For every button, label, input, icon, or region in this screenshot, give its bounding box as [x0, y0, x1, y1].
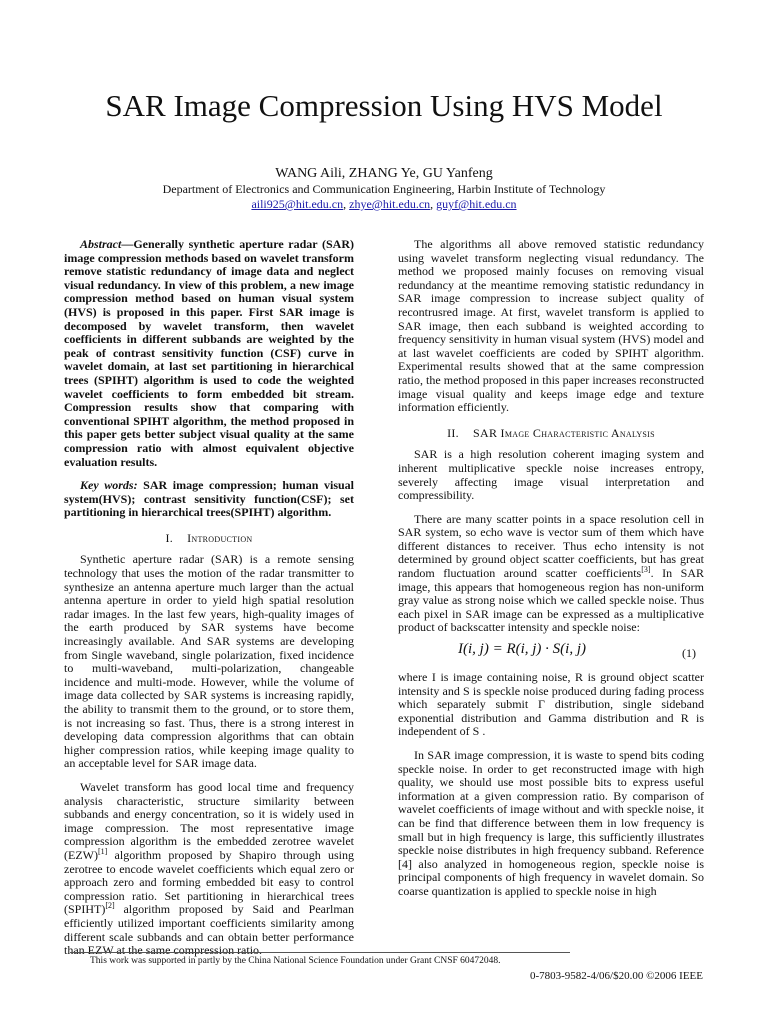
body-paragraph-1: The algorithms all above removed statistic redundancy using wavelet transform neglecting visual redundancy. The method we proposed mainly focuses on removing visual redundancy at the meantime removing statistic redundancy in SAR image compression to increase subject quality of recontrusred image. At first, wavelet transform is applied to SAR image, then each subband is weighted according to frequency sensitivity in human visual system (HVS) model and at last wavelet coefficients are coded by SPIHT algorithm. Experimental results showed that at the same compression ratio, the method proposed in this paper increases reconstructed image visual quality and keeps image edge and texture information efficiently. [398, 237, 704, 415]
citation-ref: [3] [641, 565, 651, 575]
sar-paragraph-2: There are many scatter points in a space resolution cell in SAR system, so echo wave is vector sum of them which have different distances to receiver. Thus echo intensity is not determined by ground object scatter coefficients, but has great random fluctuation around scatter coefficients[3]. In SAR image, this appears that homogeneous region has non-uniform gray value as strong noise which we called speckle noise. Thus each pixel in SAR image can be expressed as a multiplicative product of backscatter intensity and speckle noise: [398, 511, 705, 635]
intro-paragraph-1: Synthetic aperture radar (SAR) is a remote sensing technology that uses the motion of the radar transmitter to synthesize an antenna aperture much larger than the actual antenna aperture in order to yield high spatial resolution radar images. In the last few years, high-quality images of the earth produced by SAR systems have become increasingly available. And SAR systems are developing from Single waveband, single polarization, fixed incidence to multi-waveband, multi-polarization, changeable incidence and multi-mode. However, while the volume of image data collected by SAR systems is increasing rapidly, the ability to transmit them to the ground, or to store them, is not increasing so fast. Thus, there is a strong interest in developing data compression algorithms that can obtain higher compression ratios, while keeping image quality to an acceptable level for SAR image data. [64, 552, 354, 771]
abstract-label: Abstract [80, 237, 122, 251]
citation-ref: [1] [97, 846, 108, 856]
keywords-label: Key words: [80, 478, 138, 493]
email-link-gu[interactable]: guyf@hit.edu.cn [436, 197, 517, 211]
section-heading-sar-analysis [398, 427, 704, 441]
email-list [0, 197, 768, 212]
section-number: I. [165, 530, 174, 545]
section-number: II. [447, 425, 459, 440]
citation-ref: [2] [105, 901, 115, 911]
section-heading-introduction [64, 532, 354, 546]
email-separator: , [430, 197, 437, 211]
abstract-text: —Generally synthetic aperture radar (SAR) image compression methods based on wavelet transform remove statistic redundancy of image data and neglect visual redundancy. In view of this problem, a new image compression method based on human visual system (HVS) is proposed in this paper. First SAR image is decomposed by wavelet transform, then wavelet coefficients in different subbands are weighted by the peak of contrast sensitivity function (CSF) curve in wavelet domain, at last set partitioning in hierarchical trees (SPIHT) algorithm is used to code the weighted wavelet coefficients to form embedded bit stream. Compression results show that comparing with conventional SPIHT algorithm, the method proposed in this paper gets better subject visual quality at the same compression ratio with almost equivalent objective evaluation results. [64, 237, 354, 469]
equation: I(i, j) = R(i, j) · S(i, j) [458, 641, 587, 658]
equation-number: (1) [682, 646, 696, 661]
email-link-wang[interactable]: aili925@hit.edu.cn [251, 197, 344, 211]
paper-title: SAR Image Compression Using HVS Model [105, 88, 663, 123]
email-link-zhang[interactable]: zhye@hit.edu.cn [349, 197, 431, 211]
section-title: SAR Image Characteristic Analysis [473, 425, 655, 440]
sar-paragraph-4: In SAR image compression, it is waste to spend bits coding speckle noise. In order to get reconstructed image with high quality, we should use most possible bits to express useful information at a given compression ratio. By comparison of wavelet coefficients of image without and with speckle noise, it can be find that difference between them in low frequency is small but in high frequency is large, this sufficiently illustrates speckle noise distributes in high frequency subband. Reference [4] also analyzed in homogeneous region, speckle noise is principal components of high frequency in wavelet domain. So coarse quantization is applied to speckle noise in high [398, 748, 704, 898]
intro-paragraph-2: Wavelet transform has good local time and frequency analysis characteristic, structure similarity between subbands and energy concentration, so it is widely used in image compression. The most representative image compression algorithm is the embedded zerotree wavelet (EZW)[1] algorithm proposed by Shapiro through using zerotree to encode wavelet coefficients which equal zero or approach zero and forming embedded bit easy to control compression ratio. Set partitioning in hierarchical trees (SPIHT)[2] algorithm proposed by Said and Pearlman efficiently utilized important coefficients similarity among different scale subbands and can obtain better performance than EZW at the same compression ratio. [64, 779, 354, 958]
abstract [64, 238, 354, 469]
affiliation: Department of Electronics and Communication Engineering, Harbin Institute of Technology [162, 182, 606, 196]
keywords-text: SAR image compression; human visual system(HVS); contrast sensitivity function(CSF); set partitioning in hierarchical trees(SPIHT) algorithm. [64, 478, 355, 520]
left-column [64, 238, 354, 958]
email-separator: , [343, 197, 350, 211]
footnote-rule [70, 952, 570, 953]
sar-paragraph-3: where I is image containing noise, R is ground object scatter intensity and S is speckle noise produced during fading process which separately submit Γ distribution, single sideband exponential distribution and Gamma distribution and R is independent of S . [398, 670, 704, 739]
right-column [398, 238, 704, 899]
footnote: This work was supported in partly by the China National Science Foundation under Grant CNSF 60472048. [90, 956, 501, 966]
section-title: Introduction [187, 530, 253, 545]
equation-block [398, 641, 704, 667]
copyright-line: 0-7803-9582-4/06/$20.00 ©2006 IEEE [529, 970, 703, 982]
author-list: WANG Aili, ZHANG Ye, GU Yanfeng [275, 166, 493, 181]
sar-paragraph-1: SAR is a high resolution coherent imaging system and inherent multiplicative speckle noise increases entropy, severely affecting image visual interpretation and compressibility. [398, 447, 704, 503]
keywords [64, 479, 354, 520]
